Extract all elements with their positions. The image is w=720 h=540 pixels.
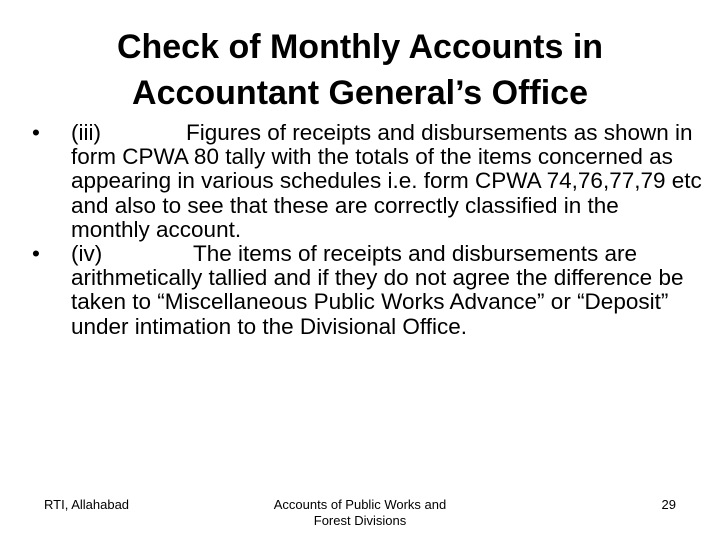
bullet-list <box>30 121 702 339</box>
footer-center-line-2: Forest Divisions <box>313 513 407 528</box>
footer-center-line-1: Accounts of Public Works and <box>273 497 447 512</box>
title-line-1: Check of Monthly Accounts in <box>116 28 604 66</box>
bullet-number: (iv) <box>71 241 103 267</box>
slide-title <box>30 24 690 116</box>
bullet-text-first: The items of receipts and <box>193 241 446 267</box>
page-number: 29 <box>661 497 676 512</box>
bullet-text-rest: as shown in form CPWA 80 tally with the totals of the items concerned as appearing in various schedules i.e. form CPWA 74,76,77,79 etc and also to see that these are correctly classified in the monthly account. <box>71 120 702 242</box>
bullet-number: (iii) <box>71 120 101 145</box>
bullet-text-rest: disbursements are arithmetically tallied and if they do not agree the difference be taken to “Miscellaneous Public Works Advance” or “Deposit” under intimation to the Divisional Office. <box>71 241 684 339</box>
bullet-item-iv <box>30 242 702 339</box>
bullet-marker: • <box>32 241 40 267</box>
footer-left-text: RTI, Allahabad <box>44 497 130 512</box>
bullet-text-first: Figures of receipts and disbursements <box>186 120 568 145</box>
bullet-marker: • <box>32 120 40 145</box>
footer-center-text <box>240 497 480 529</box>
title-line-2: Accountant General’s Office <box>132 74 588 112</box>
bullet-item-iii <box>30 121 702 242</box>
